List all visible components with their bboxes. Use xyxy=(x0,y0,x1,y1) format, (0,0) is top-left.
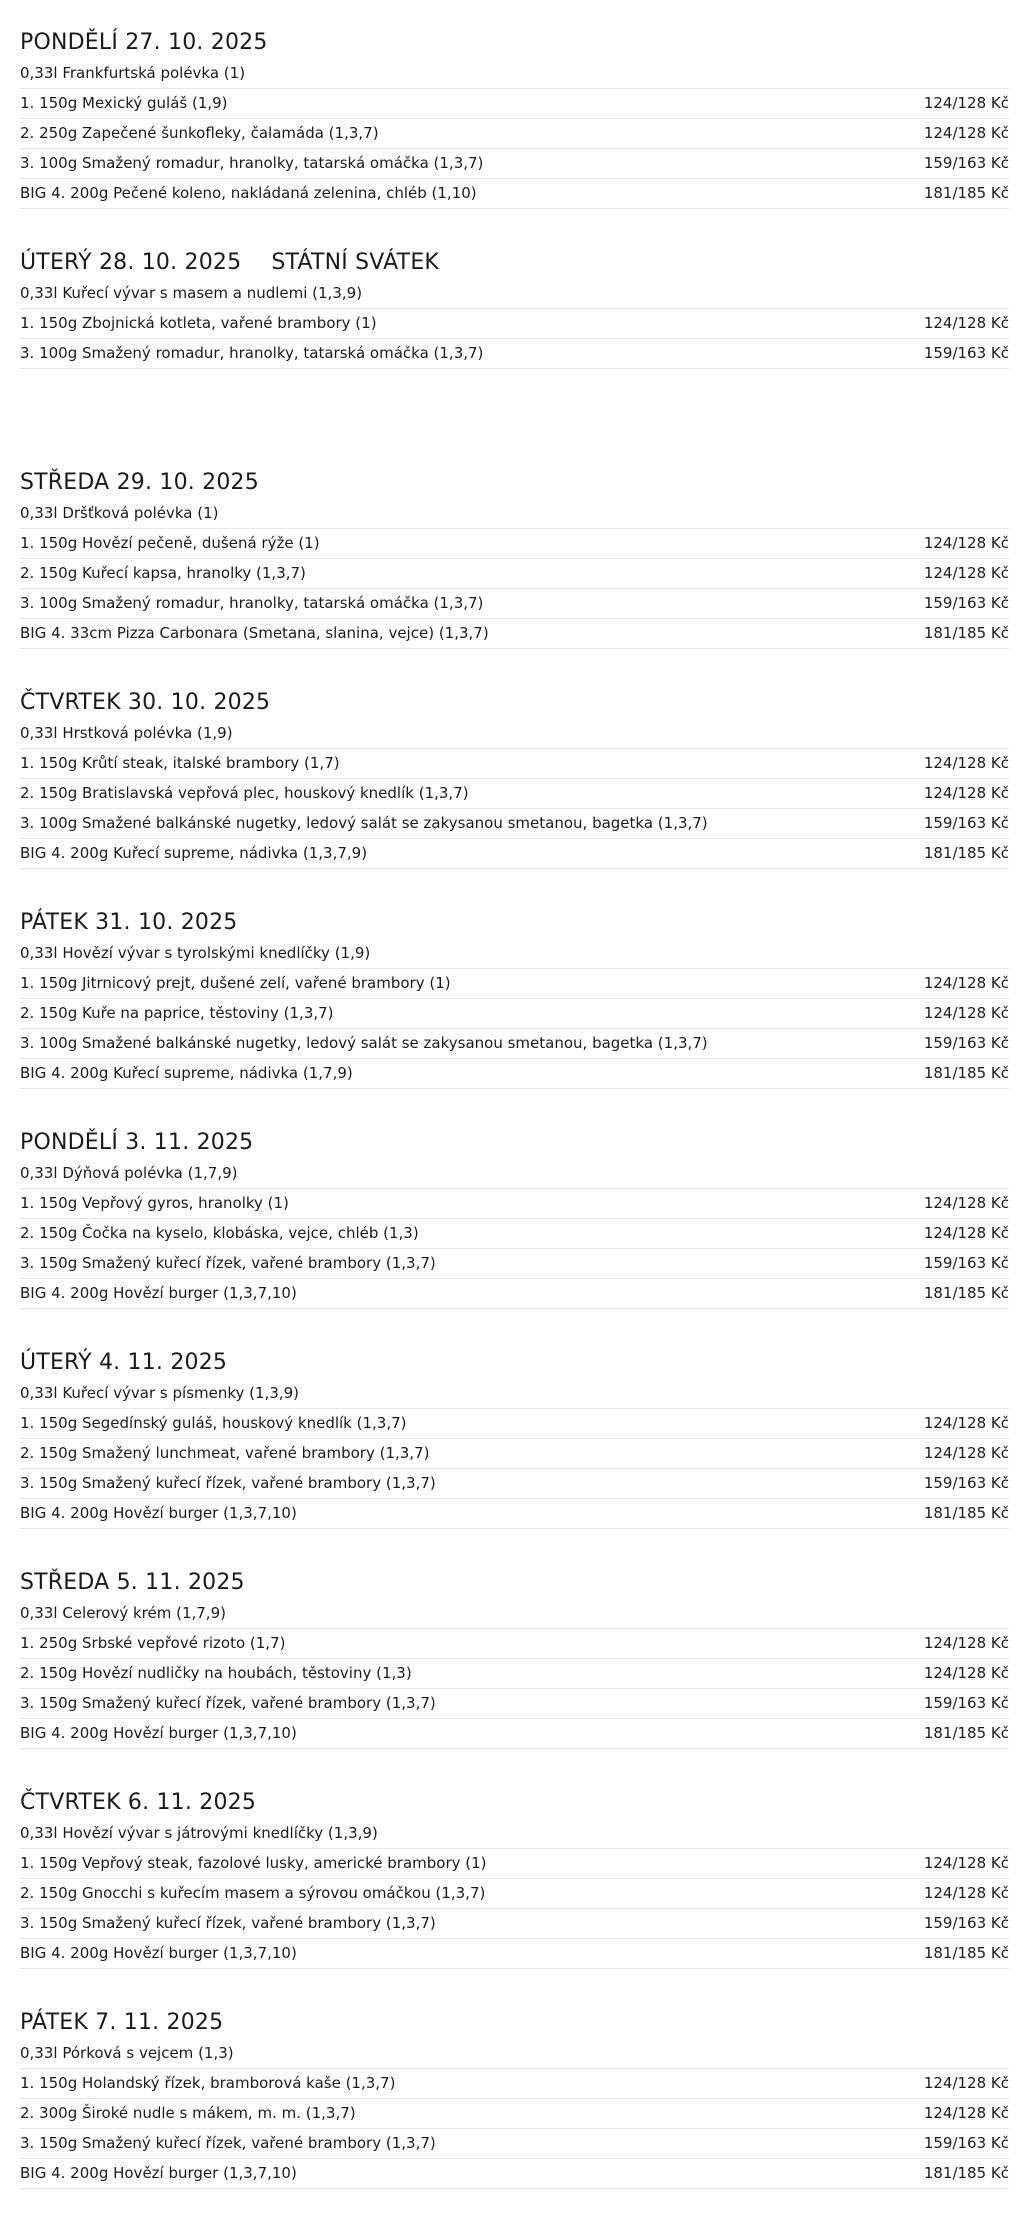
day-heading xyxy=(20,2008,1009,2038)
dish-price: 159/163 Kč xyxy=(923,1474,1009,1492)
day-title: ČTVRTEK 6. 11. 2025 xyxy=(20,1790,257,1815)
dish-name: BIG 4. 33cm Pizza Carbonara (Smetana, slanina, vejce) (1,3,7) xyxy=(20,624,489,642)
dish-name: 3. 150g Smažený kuřecí řízek, vařené brambory (1,3,7) xyxy=(20,2134,436,2152)
dish-name: 1. 150g Vepřový gyros, hranolky (1) xyxy=(20,1194,289,1212)
day-heading xyxy=(20,468,1009,498)
day-title: PÁTEK 31. 10. 2025 xyxy=(20,910,238,935)
dish-name: 3. 100g Smažený romadur, hranolky, tatarská omáčka (1,3,7) xyxy=(20,344,484,362)
day-title: PÁTEK 7. 11. 2025 xyxy=(20,2010,224,2035)
dish-price: 124/128 Kč xyxy=(923,124,1009,142)
dish-row xyxy=(20,969,1009,999)
dish-name: BIG 4. 200g Kuřecí supreme, nádivka (1,7,9) xyxy=(20,1064,353,1082)
dish-name: 1. 150g Mexický guláš (1,9) xyxy=(20,94,228,112)
day-heading xyxy=(20,28,1009,58)
dish-price: 124/128 Kč xyxy=(923,1444,1009,1462)
dish-name: BIG 4. 200g Hovězí burger (1,3,7,10) xyxy=(20,1284,297,1302)
dish-price: 181/185 Kč xyxy=(923,1284,1009,1302)
dish-row xyxy=(20,309,1009,339)
dish-name: 3. 150g Smažený kuřecí řízek, vařené brambory (1,3,7) xyxy=(20,1254,436,1272)
dish-price: 159/163 Kč xyxy=(923,1694,1009,1712)
dish-name: 3. 100g Smažené balkánské nugetky, ledový salát se zakysanou smetanou, bagetka (1,3,7) xyxy=(20,814,708,832)
dish-price: 181/185 Kč xyxy=(923,184,1009,202)
dish-price: 124/128 Kč xyxy=(923,1004,1009,1022)
soup-item: 0,33l Dýňová polévka (1,7,9) xyxy=(20,1158,1009,1189)
dish-name: 2. 150g Kuře na paprice, těstoviny (1,3,7) xyxy=(20,1004,334,1022)
dish-price: 124/128 Kč xyxy=(923,94,1009,112)
dish-name: 1. 250g Srbské vepřové rizoto (1,7) xyxy=(20,1634,286,1652)
dish-name: 1. 150g Segedínský guláš, houskový knedlík (1,3,7) xyxy=(20,1414,407,1432)
dish-name: 3. 150g Smažený kuřecí řízek, vařené brambory (1,3,7) xyxy=(20,1694,436,1712)
day-section xyxy=(20,908,1009,1128)
dish-row xyxy=(20,779,1009,809)
dish-name: 3. 150g Smažený kuřecí řízek, vařené brambory (1,3,7) xyxy=(20,1474,436,1492)
dish-row xyxy=(20,749,1009,779)
day-section xyxy=(20,1348,1009,1568)
day-title: STŘEDA 5. 11. 2025 xyxy=(20,1570,245,1595)
dish-price: 124/128 Kč xyxy=(923,2104,1009,2122)
dish-name: BIG 4. 200g Kuřecí supreme, nádivka (1,3,7,9) xyxy=(20,844,368,862)
dish-name: 1. 150g Hovězí pečeně, dušená rýže (1) xyxy=(20,534,320,552)
dish-row xyxy=(20,1409,1009,1439)
dish-price: 159/163 Kč xyxy=(923,1034,1009,1052)
dish-name: 3. 150g Smažený kuřecí řízek, vařené brambory (1,3,7) xyxy=(20,1914,436,1932)
soup-item: 0,33l Pórková s vejcem (1,3) xyxy=(20,2038,1009,2069)
dish-price: 159/163 Kč xyxy=(923,344,1009,362)
dish-list xyxy=(20,749,1009,869)
dish-name: BIG 4. 200g Hovězí burger (1,3,7,10) xyxy=(20,2164,297,2182)
soup-item: 0,33l Celerový krém (1,7,9) xyxy=(20,1598,1009,1629)
dish-row xyxy=(20,559,1009,589)
dish-price: 159/163 Kč xyxy=(923,1254,1009,1272)
soup-item: 0,33l Kuřecí vývar s masem a nudlemi (1,3,9) xyxy=(20,278,1009,309)
dish-row xyxy=(20,1499,1009,1529)
dish-price: 181/185 Kč xyxy=(923,844,1009,862)
day-heading xyxy=(20,1128,1009,1158)
dish-name: 2. 300g Široké nudle s mákem, m. m. (1,3,7) xyxy=(20,2104,356,2122)
soup-item: 0,33l Frankfurtská polévka (1) xyxy=(20,58,1009,89)
soup-item: 0,33l Hovězí vývar s játrovými knedlíčky (1,3,9) xyxy=(20,1818,1009,1849)
dish-name: 1. 150g Krůtí steak, italské brambory (1,7) xyxy=(20,754,340,772)
dish-price: 124/128 Kč xyxy=(923,1634,1009,1652)
dish-name: 3. 100g Smažené balkánské nugetky, ledový salát se zakysanou smetanou, bagetka (1,3,7) xyxy=(20,1034,708,1052)
dish-price: 181/185 Kč xyxy=(923,2164,1009,2182)
day-section xyxy=(20,1128,1009,1348)
dish-row xyxy=(20,1689,1009,1719)
dish-price: 181/185 Kč xyxy=(923,624,1009,642)
dish-name: BIG 4. 200g Hovězí burger (1,3,7,10) xyxy=(20,1724,297,1742)
day-heading xyxy=(20,688,1009,718)
soup-item: 0,33l Hrstková polévka (1,9) xyxy=(20,718,1009,749)
dish-name: 2. 150g Hovězí nudličky na houbách, těstoviny (1,3) xyxy=(20,1664,412,1682)
dish-price: 181/185 Kč xyxy=(923,1064,1009,1082)
dish-name: 2. 150g Kuřecí kapsa, hranolky (1,3,7) xyxy=(20,564,306,582)
day-title: ČTVRTEK 30. 10. 2025 xyxy=(20,690,271,715)
dish-row xyxy=(20,1719,1009,1749)
dish-list xyxy=(20,1189,1009,1309)
day-title: PONDĚLÍ 27. 10. 2025 xyxy=(20,30,268,55)
dish-list xyxy=(20,2069,1009,2189)
dish-name: 3. 100g Smažený romadur, hranolky, tatarská omáčka (1,3,7) xyxy=(20,154,484,172)
dish-name: 2. 150g Smažený lunchmeat, vařené brambory (1,3,7) xyxy=(20,1444,430,1462)
dish-name: BIG 4. 200g Hovězí burger (1,3,7,10) xyxy=(20,1944,297,1962)
dish-row xyxy=(20,179,1009,209)
day-heading xyxy=(20,1568,1009,1598)
dish-row xyxy=(20,2129,1009,2159)
dish-list xyxy=(20,309,1009,369)
soup-item: 0,33l Dršťková polévka (1) xyxy=(20,498,1009,529)
dish-name: 3. 100g Smažený romadur, hranolky, tatarská omáčka (1,3,7) xyxy=(20,594,484,612)
dish-price: 124/128 Kč xyxy=(923,974,1009,992)
day-title: ÚTERÝ 4. 11. 2025 xyxy=(20,1350,228,1375)
day-heading xyxy=(20,908,1009,938)
dish-row xyxy=(20,339,1009,369)
dish-row xyxy=(20,589,1009,619)
dish-list xyxy=(20,529,1009,649)
day-section xyxy=(20,1788,1009,2008)
dish-price: 124/128 Kč xyxy=(923,754,1009,772)
dish-row xyxy=(20,1879,1009,1909)
dish-row xyxy=(20,2099,1009,2129)
day-heading xyxy=(20,1348,1009,1378)
dish-price: 181/185 Kč xyxy=(923,1944,1009,1962)
day-section xyxy=(20,28,1009,248)
dish-row xyxy=(20,1439,1009,1469)
dish-name: 1. 150g Vepřový steak, fazolové lusky, americké brambory (1) xyxy=(20,1854,487,1872)
dish-name: 2. 150g Bratislavská vepřová plec, houskový knedlík (1,3,7) xyxy=(20,784,469,802)
dish-row xyxy=(20,619,1009,649)
weekly-menu xyxy=(20,28,1009,2228)
soup-item: 0,33l Kuřecí vývar s písmenky (1,3,9) xyxy=(20,1378,1009,1409)
day-section xyxy=(20,468,1009,688)
dish-row xyxy=(20,529,1009,559)
dish-price: 159/163 Kč xyxy=(923,1914,1009,1932)
dish-row xyxy=(20,149,1009,179)
day-heading xyxy=(20,248,1009,278)
dish-list xyxy=(20,89,1009,209)
dish-list xyxy=(20,1629,1009,1749)
dish-name: 2. 150g Gnocchi s kuřecím masem a sýrovou omáčkou (1,3,7) xyxy=(20,1884,486,1902)
dish-price: 124/128 Kč xyxy=(923,1194,1009,1212)
holiday-note: STÁTNÍ SVÁTEK xyxy=(271,250,440,275)
dish-price: 124/128 Kč xyxy=(923,534,1009,552)
dish-row xyxy=(20,1629,1009,1659)
dish-name: 2. 150g Čočka na kyselo, klobáska, vejce, chléb (1,3) xyxy=(20,1224,419,1242)
dish-name: 1. 150g Jitrnicový prejt, dušené zelí, vařené brambory (1) xyxy=(20,974,451,992)
dish-price: 181/185 Kč xyxy=(923,1504,1009,1522)
dish-row xyxy=(20,1279,1009,1309)
dish-name: 1. 150g Zbojnická kotleta, vařené brambory (1) xyxy=(20,314,377,332)
dish-list xyxy=(20,1849,1009,1969)
day-section xyxy=(20,248,1009,468)
dish-row xyxy=(20,809,1009,839)
dish-name: 2. 250g Zapečené šunkofleky, čalamáda (1,3,7) xyxy=(20,124,379,142)
dish-row xyxy=(20,839,1009,869)
dish-price: 124/128 Kč xyxy=(923,1664,1009,1682)
dish-price: 124/128 Kč xyxy=(923,2074,1009,2092)
dish-row xyxy=(20,1909,1009,1939)
dish-row xyxy=(20,1059,1009,1089)
dish-price: 124/128 Kč xyxy=(923,784,1009,802)
day-heading xyxy=(20,1788,1009,1818)
dish-row xyxy=(20,89,1009,119)
dish-row xyxy=(20,2159,1009,2189)
dish-row xyxy=(20,1249,1009,1279)
dish-row xyxy=(20,1189,1009,1219)
dish-name: BIG 4. 200g Pečené koleno, nakládaná zelenina, chléb (1,10) xyxy=(20,184,477,202)
day-title: STŘEDA 29. 10. 2025 xyxy=(20,470,259,495)
dish-list xyxy=(20,1409,1009,1529)
dish-row xyxy=(20,1029,1009,1059)
soup-item: 0,33l Hovězí vývar s tyrolskými knedlíčky (1,9) xyxy=(20,938,1009,969)
dish-row xyxy=(20,119,1009,149)
dish-price: 124/128 Kč xyxy=(923,314,1009,332)
dish-price: 124/128 Kč xyxy=(923,1414,1009,1432)
dish-price: 159/163 Kč xyxy=(923,2134,1009,2152)
dish-row xyxy=(20,1849,1009,1879)
day-section xyxy=(20,1568,1009,1788)
dish-row xyxy=(20,1219,1009,1249)
dish-row xyxy=(20,999,1009,1029)
dish-row xyxy=(20,2069,1009,2099)
dish-price: 159/163 Kč xyxy=(923,594,1009,612)
dish-price: 159/163 Kč xyxy=(923,154,1009,172)
dish-name: 1. 150g Holandský řízek, bramborová kaše (1,3,7) xyxy=(20,2074,396,2092)
day-title: PONDĚLÍ 3. 11. 2025 xyxy=(20,1130,254,1155)
dish-price: 124/128 Kč xyxy=(923,564,1009,582)
day-section xyxy=(20,2008,1009,2228)
dish-price: 181/185 Kč xyxy=(923,1724,1009,1742)
dish-row xyxy=(20,1659,1009,1689)
dish-row xyxy=(20,1469,1009,1499)
dish-price: 159/163 Kč xyxy=(923,814,1009,832)
dish-row xyxy=(20,1939,1009,1969)
dish-price: 124/128 Kč xyxy=(923,1854,1009,1872)
dish-list xyxy=(20,969,1009,1089)
day-section xyxy=(20,688,1009,908)
dish-price: 124/128 Kč xyxy=(923,1224,1009,1242)
dish-name: BIG 4. 200g Hovězí burger (1,3,7,10) xyxy=(20,1504,297,1522)
day-title: ÚTERÝ 28. 10. 2025 xyxy=(20,250,242,275)
dish-price: 124/128 Kč xyxy=(923,1884,1009,1902)
